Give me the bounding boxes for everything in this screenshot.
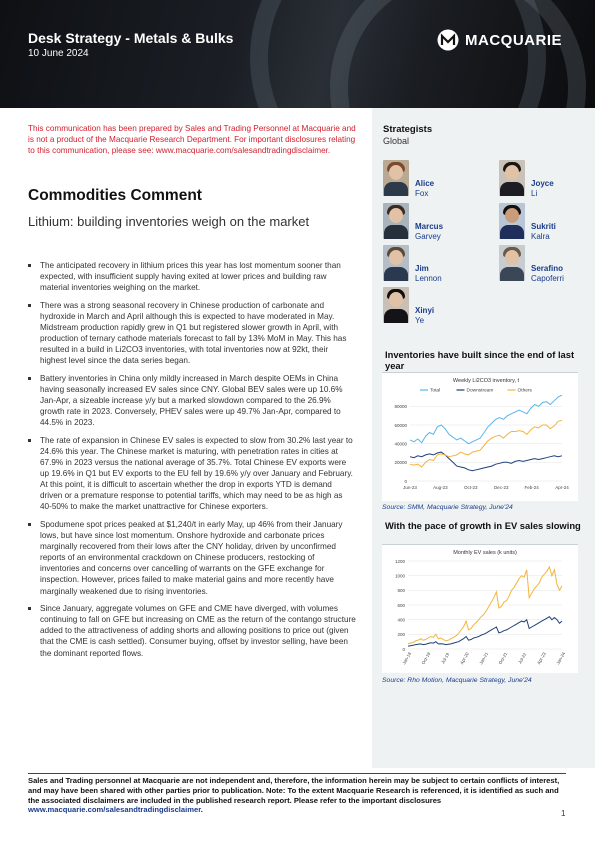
bullet-item: The rate of expansion in Chinese EV sales is expected to slow from 30.2% last year to 24.6% this year. The Chinese market is maturing, with penetration rates in cities at 67.9% in 2023 versus the national average of 35.7%. Total Chinese EV exports were up 19.6% in Q1 but EV exports to the EU fell by 19.6% y/y over January and February. At this point, it is difficult to ascertain whether the drop in exports YTD is demand driven or a premature response to potential tariffs, which may need to be as high as 40-50% to make the market unattractive for Chinese exporters.: [28, 435, 356, 513]
legend-label: Total: [430, 388, 441, 394]
y-tick-label: 200: [397, 632, 405, 638]
strategist-last-name: Lennon: [415, 273, 442, 283]
footer-disclaimer: Sales and Trading personnel at Macquarie are not independent and, therefore, the information herein may be subject to certain conflicts of interest, and may have been shared with other parties prior to publication. Note: To the extent Macquarie Research is referenced, it is identified as such and the associated disclaimers are included in the published research report. Please refer to the important disclosures www.macquarie.com/salesandtradingdisclaimer.: [28, 776, 560, 815]
strategist-first-name: Marcus: [415, 222, 444, 231]
x-tick-label: Oct-21: [497, 651, 509, 666]
strategist-card[interactable]: [383, 203, 443, 241]
bullet-item: There was a strong seasonal recovery in Chinese production of carbonate and hydroxide in March and April although this is expected to have moderated in May. Midstream production rapidly grew in Q1 but registered slower growth in April, with production of ternary cathode materials forecast to fall by 13% MoM in May. This has resulted in a build in Li2CO3 inventories, with total inventories now at 92kt, their highest level since the data series began.: [28, 300, 356, 367]
footer-text: Sales and Trading personnel at Macquarie are not independent and, therefore, the information herein may be subject to certain conflicts of interest, and may have been shared with other parties prior to publication. Note: To the extent Macquarie Research is referenced, it is identified as such and the associated disclaimers are included in the published research report. Please refer to the important disclosures: [28, 776, 560, 805]
strategist-last-name: Garvey: [415, 231, 441, 241]
x-tick-label: Oct-23: [464, 485, 478, 490]
y-tick-label: 40000: [394, 441, 407, 447]
x-tick-label: Dec-23: [493, 485, 509, 490]
strategist-first-name: Xinyi: [415, 306, 435, 315]
strategist-card[interactable]: [499, 245, 564, 283]
inventory-chart: [382, 372, 578, 501]
avatar: [499, 245, 525, 281]
header-banner: [0, 0, 595, 108]
inventory-chart-svg: [382, 373, 578, 501]
strategists-region: Global: [383, 136, 410, 146]
x-tick-label: Feb-24: [524, 485, 539, 490]
x-tick-label: Jul-19: [440, 651, 451, 665]
x-tick-label: Jan-18: [401, 651, 413, 666]
bullet-list: [28, 260, 356, 665]
y-tick-label: 0: [402, 646, 405, 652]
report-date: 10 June 2024: [28, 48, 89, 59]
strategists-heading: Strategists: [383, 124, 433, 135]
strategist-first-name: Joyce: [531, 179, 554, 188]
bullet-item: The anticipated recovery in lithium prices this year has lost momentum sooner than expected, with insufficient supply having exited at lower prices and building raw material inventories weighing on the market.: [28, 260, 356, 293]
macquarie-logo: [437, 29, 562, 51]
strategist-first-name: Jim: [415, 264, 429, 273]
strategist-card[interactable]: [383, 160, 434, 198]
avatar: [499, 203, 525, 239]
strategist-last-name: Kalra: [531, 231, 550, 241]
y-tick-label: 600: [397, 602, 405, 608]
strategist-card[interactable]: [499, 160, 554, 198]
footer-divider: [28, 773, 566, 774]
strategist-card[interactable]: [383, 287, 434, 325]
banner-decoration: [330, 0, 586, 108]
bullet-item: Spodumene spot prices peaked at $1,240/t in early May, up 46% from their January lows, but have since lost momentum. Onshore hydroxide and carbonate prices marginally recovered from their lows after the CNY holiday, driven by unconfirmed reports of an environmental crackdown on Chinese producers, restocking of inventories and concerns over cancelling of warrants on the GFE exchange for inspection. However, prices failed to make material gains and more recently have marginally weakened due to rising inventories.: [28, 519, 356, 597]
y-tick-label: 20000: [394, 460, 407, 466]
chart-panel-title: Inventories have built since the end of last year: [385, 349, 575, 371]
avatar: [383, 203, 409, 239]
chart-source: Source: Rho Motion, Macquarie Strategy, June'24: [382, 677, 532, 684]
disclaimer-text: This communication has been prepared by Sales and Trading Personnel at Macquarie and is not a product of the Macquarie Research Department. For important disclosures relating to this communication, please see: www.macquarie.com/salesandtradingdisclaimer.: [28, 124, 356, 155]
y-tick-label: 1200: [394, 558, 405, 564]
logo-wordmark: MACQUARIE: [465, 31, 562, 49]
strategist-card[interactable]: [383, 245, 442, 283]
x-tick-label: Jan-21: [478, 651, 490, 666]
x-tick-label: Apr-23: [536, 651, 547, 666]
x-tick-label: Jun-23: [403, 485, 417, 490]
strategist-first-name: Serafino: [531, 264, 564, 273]
x-tick-label: Jan-24: [555, 651, 567, 666]
series-line: [410, 395, 562, 444]
y-tick-label: 800: [397, 588, 405, 594]
page-subheading: Lithium: building inventories weigh on the market: [28, 214, 310, 229]
avatar: [383, 160, 409, 196]
y-tick-label: 1000: [394, 573, 405, 579]
ev-sales-chart-svg: [382, 545, 578, 673]
strategist-last-name: Fox: [415, 188, 429, 198]
page-number: 1: [561, 809, 566, 818]
chart-panel-title: With the pace of growth in EV sales slowing: [385, 520, 581, 531]
chart-source: Source: SMM, Macquarie Strategy, June'24: [382, 504, 513, 511]
y-tick-label: 80000: [394, 404, 407, 410]
strategist-card[interactable]: [499, 203, 556, 241]
avatar: [383, 287, 409, 323]
avatar: [499, 160, 525, 196]
x-tick-label: Aug-23: [433, 485, 448, 490]
legend-label: Downstream: [466, 388, 494, 394]
legend-label: Others: [517, 388, 532, 394]
strategist-last-name: Li: [531, 188, 538, 198]
y-tick-label: 0: [404, 478, 407, 484]
strategist-first-name: Sukriti: [531, 222, 556, 231]
macquarie-logo-icon: [437, 29, 459, 51]
bullet-item: Battery inventories in China only mildly increased in March despite OEMs in China having seasonally increased EV sales since CNY. Global BEV sales were up 10.6% Jan-Apr, a sizeable increase y/y but a marked slowdown compared to the 26.9% growth rate in 2023. Conversely, PHEV sales were up 49.7% Jan-Apr, compared to 44.5% in 2023.: [28, 373, 356, 428]
footer-disclaimer-link[interactable]: www.macquarie.com/salesandtradingdisclaimer: [28, 805, 201, 815]
series-line: [410, 452, 562, 471]
strategist-last-name: Capoferri: [531, 273, 564, 283]
y-tick-label: 400: [397, 617, 405, 623]
x-tick-label: Jul-22: [517, 651, 528, 665]
avatar: [383, 245, 409, 281]
chart-title: Weekly Li2CO3 inventory, t: [452, 378, 520, 384]
x-tick-label: Apr-24: [555, 485, 569, 490]
x-tick-label: Oct-18: [420, 651, 432, 666]
page-heading: Commodities Comment: [28, 187, 202, 204]
series-line: [408, 567, 562, 644]
ev-sales-chart: [382, 544, 578, 673]
series-line: [408, 617, 562, 646]
bullet-item: Since January, aggregate volumes on GFE and CME have diverged, with volumes continuing to fall on GFE but increasing on CME as the return of the contango structure added to the attractiveness of adding shorts and allowing positions to price out (given that the CME is cash settled). Consumer buying, offset by investor selling, have been the dominant reported flows.: [28, 603, 356, 658]
x-tick-label: Apr-20: [459, 651, 470, 666]
report-title: Desk Strategy - Metals & Bulks: [28, 30, 234, 46]
chart-title: Monthly EV sales (k units): [453, 550, 517, 556]
y-tick-label: 60000: [394, 422, 407, 428]
strategist-last-name: Ye: [415, 315, 425, 325]
strategist-first-name: Alice: [415, 179, 435, 188]
